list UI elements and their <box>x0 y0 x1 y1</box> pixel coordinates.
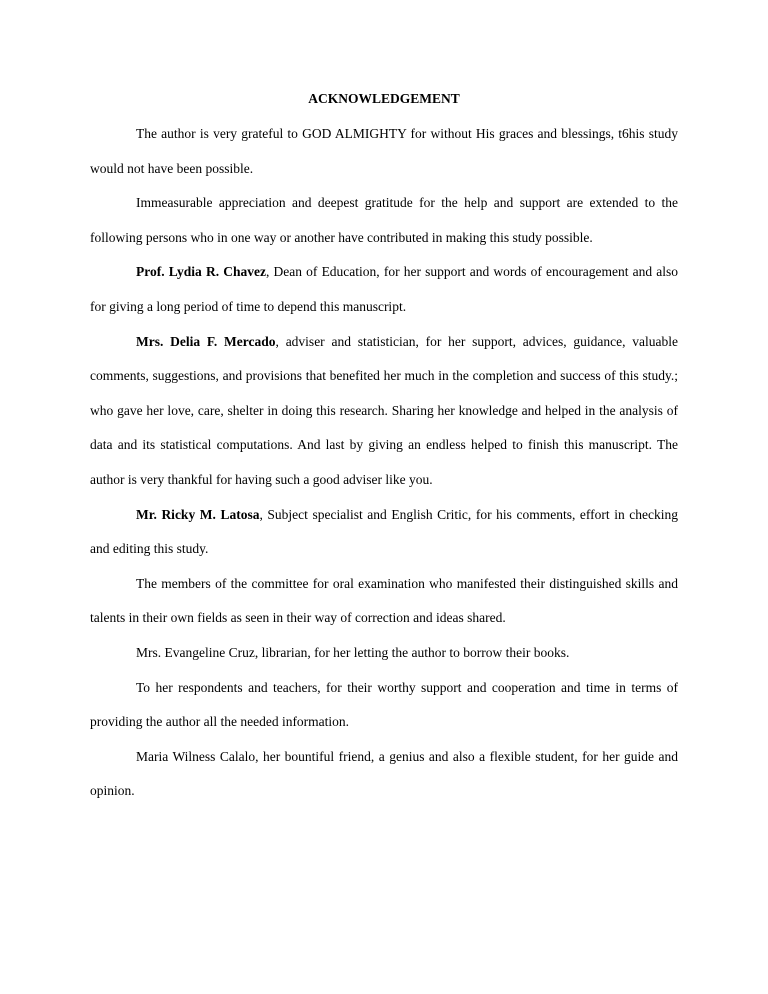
paragraph <box>90 498 678 567</box>
paragraph-lead: Mrs. Delia F. Mercado <box>136 333 276 349</box>
paragraph <box>90 117 678 186</box>
paragraph-text: The members of the committee for oral examination who manifested their distinguished skills and talents in their own fields as seen in their way of correction and ideas shared. <box>90 575 678 626</box>
paragraph-text: Immeasurable appreciation and deepest gratitude for the help and support are extended to the following persons who in one way or another have contributed in making this study possible. <box>90 195 678 245</box>
paragraph-text: The author is very grateful to GOD ALMIGHTY for without His graces and blessings, t6his study would not have been possible. <box>90 126 678 176</box>
paragraph-text: , adviser and statistician, for her support, advices, guidance, valuable comments, suggestions, and provisions that benefited her much in the completion and success of this study.; who gave her love, care, shelter in doing this research. Sharing her knowledge and helped in the analysis of data and its statistical computations. And last by giving an endless helped to finish this manuscript. The author is very thankful for having such a good adviser like you. <box>90 333 678 487</box>
paragraph <box>90 671 678 740</box>
paragraph-text: Mrs. Evangeline Cruz, librarian, for her letting the author to borrow their books. <box>136 644 570 660</box>
paragraph <box>90 325 678 498</box>
paragraph <box>90 740 678 809</box>
paragraph-text: , Dean of Education, for her support and words of encouragement and also for giving a long period of time to depend this manuscript. <box>90 264 679 314</box>
paragraph <box>90 567 678 636</box>
page-title: ACKNOWLEDGEMENT <box>308 91 460 106</box>
paragraph-text: To her respondents and teachers, for their worthy support and cooperation and time in terms of providing the author all the needed information. <box>90 679 678 730</box>
paragraph-lead: Mr. Ricky M. Latosa <box>136 506 260 522</box>
document-body <box>90 117 678 809</box>
paragraph <box>90 636 678 671</box>
paragraph <box>90 186 678 255</box>
paragraph-text: , Subject specialist and English Critic, for his comments, effort in checking and editing this study. <box>90 506 678 557</box>
paragraph <box>90 255 678 324</box>
paragraph-lead: Prof. Lydia R. Chavez <box>136 264 266 280</box>
paragraph-text: Maria Wilness Calalo, her bountiful friend, a genius and also a flexible student, for her guide and opinion. <box>90 748 678 799</box>
